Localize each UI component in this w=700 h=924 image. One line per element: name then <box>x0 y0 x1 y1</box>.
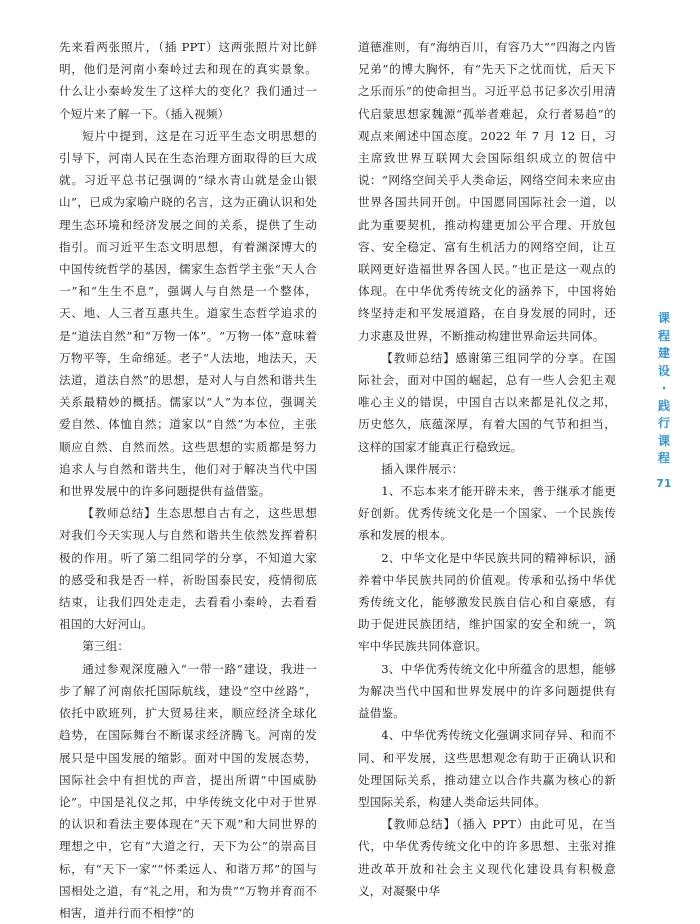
section-title-char: 行 <box>657 416 670 430</box>
paragraph: 4、中华优秀传统文化强调求同存异、和而不同、和平发展，这些思想观念有助于正确认识和处理国际关系，推动建立以合作共赢为核心的新型国际关系，构建人类命运共同体。 <box>358 728 616 809</box>
paragraph: 先来看两张照片，（插 PPT）这两张照片对比鲜明，他们是河南小秦岭过去和现在的真实景象。什么让小秦岭发生了这样大的变化？我们通过一个短片来了解一下。（插入视频） <box>59 40 317 121</box>
section-title-char: 践 <box>657 398 670 413</box>
left-text-column <box>59 36 317 924</box>
paragraph: 短片中提到，这是在习近平生态文明思想的引导下，河南人民在生态治理方面取得的巨大成就。习近平总书记强调的“绿水青山就是金山银山”，已成为家喻户晓的名言，这为正确认识和处理生态环境和经济发展之间的关系，提供了生动指引。而习近平生态文明思想，有着渊深博大的中国传统哲学的基因，儒家生态哲学主张“天人合一”和“生生不息”，强调人与自然是一个整体，天、地、人三者互惠共生。道家生态哲学追求的是“道法自然”和“万物一体”。“万物一体”意味着万物平等，生命绵延。老子“人法地，地法天，天法道，道法自然”的思想，是对人与自然和谐共生关系最精妙的概括。儒家以“人”为本位，强调关爱自然、体恤自然；道家以“自然”为本位，主张顺应自然、自然而然。这些思想的实质都是努力追求人与自然和谐共生，他们对于解决当代中国和世界发展中的许多问题提供有益借鉴。 <box>59 128 317 499</box>
paragraph: 插入课件展示： <box>381 461 464 476</box>
section-title-char: 程 <box>657 328 670 343</box>
section-title-char: 课 <box>657 311 670 325</box>
paragraph: 【教师总结】感谢第三组同学的分享。在国际社会，面对中国的崛起，总有一些人会犯主观唯心主义的错误，中国自古以来都是礼仪之邦，历史悠久，底蕴深厚，有着大国的气节和担当，这样的国家才能真正行稳致远。 <box>358 350 616 454</box>
paragraph: 第三组： <box>82 639 130 654</box>
running-header-sidebar <box>655 310 673 490</box>
section-title-char: 设 <box>657 363 670 378</box>
right-text-column <box>358 36 616 902</box>
page-number: 71 <box>656 477 672 490</box>
paragraph: 1、不忘本来才能开辟未来，善于继承才能更好创新。优秀传统文化是一个国家、一个民族传承和发展的根本。 <box>358 484 616 543</box>
section-title-char: 建 <box>657 346 670 360</box>
paragraph: 【教师总结】生态思想自古有之，这些思想对我们今天实现人与自然和谐共生依然发挥着积极的作用。听了第二组同学的分享，不知道大家的感受和我是否一样，祈盼国泰民安，疫情彻底结束，让我们四处走走，去看看小秦岭，去看看祖国的大好河山。 <box>59 506 317 632</box>
section-title-char: 课 <box>657 433 670 448</box>
paragraph: 通过参观深度融入“一带一路”建设，我进一步了解了河南依托国际航线，建设“空中丝路”，依托中欧班列，扩大贸易往来，顺应经济全球化趋势，在国际舞台不断谋求经济腾飞。河南的发展只是中国发展的缩影。面对中国的发展态势，国际社会中有担忧的声音，提出所谓“中国威胁论”。中国是礼仪之邦，中华传统文化中对于世界的认识和看法主要体现在“天下观”和大同世界的理想之中，它有“大道之行，天下为公”的崇高目标，有“天下一家”“怀柔远人、和谐万邦”的国与国相处之道，有“礼之用，和为贵”“万物并育而不相害，道并行而不相悖”的 <box>59 661 317 920</box>
paragraph: 3、中华优秀传统文化中所蕴含的思想，能够为解决当代中国和世界发展中的许多问题提供有益借鉴。 <box>358 661 616 721</box>
paragraph: 2、中华文化是中华民族共同的精神标识，涵养着中华民族共同的价值观。传承和弘扬中华优秀传统文化，能够激发民族自信心和自豪感，有助于促进民族团结，维护国家的安全和统一，筑牢中华民族共同体意识。 <box>358 550 616 654</box>
section-title-vertical <box>658 310 670 468</box>
paragraph: 道德准则，有“海纳百川，有容乃大”“四海之内皆兄弟”的博大胸怀，有“先天下之忧而忧，后天下之乐而乐”的使命担当。习近平总书记多次引用清代启蒙思想家魏源“孤举者难起，众行者易趋”的观点来阐述中国态度。2022 年 7 月 12 日，习主席致世界互联网大会国际组织成立的贺信中说：“网络空间关乎人类命运，网络空间未来应由世界各国共同开创。中国愿同国际社会一道，以此为重要契机，推动构建更加公平合理、开放包容、安全稳定、富有生机活力的网络空间，让互联网更好造福世界各国人民。”也正是这一观点的体现。在中华优秀传统文化的涵养下，中国将始终坚持走和平发展道路，在自身发展的同时，还力求惠及世界，不断推动构建世界命运共同体。 <box>358 40 616 343</box>
section-title-char: · <box>661 381 667 395</box>
section-title-char: 程 <box>657 451 670 465</box>
paragraph: 【教师总结】（插入 PPT）由此可见，在当代，中华优秀传统文化中的许多思想、主张对推进改革开放和社会主义现代化建设具有积极意义，对凝聚中华 <box>358 817 616 898</box>
